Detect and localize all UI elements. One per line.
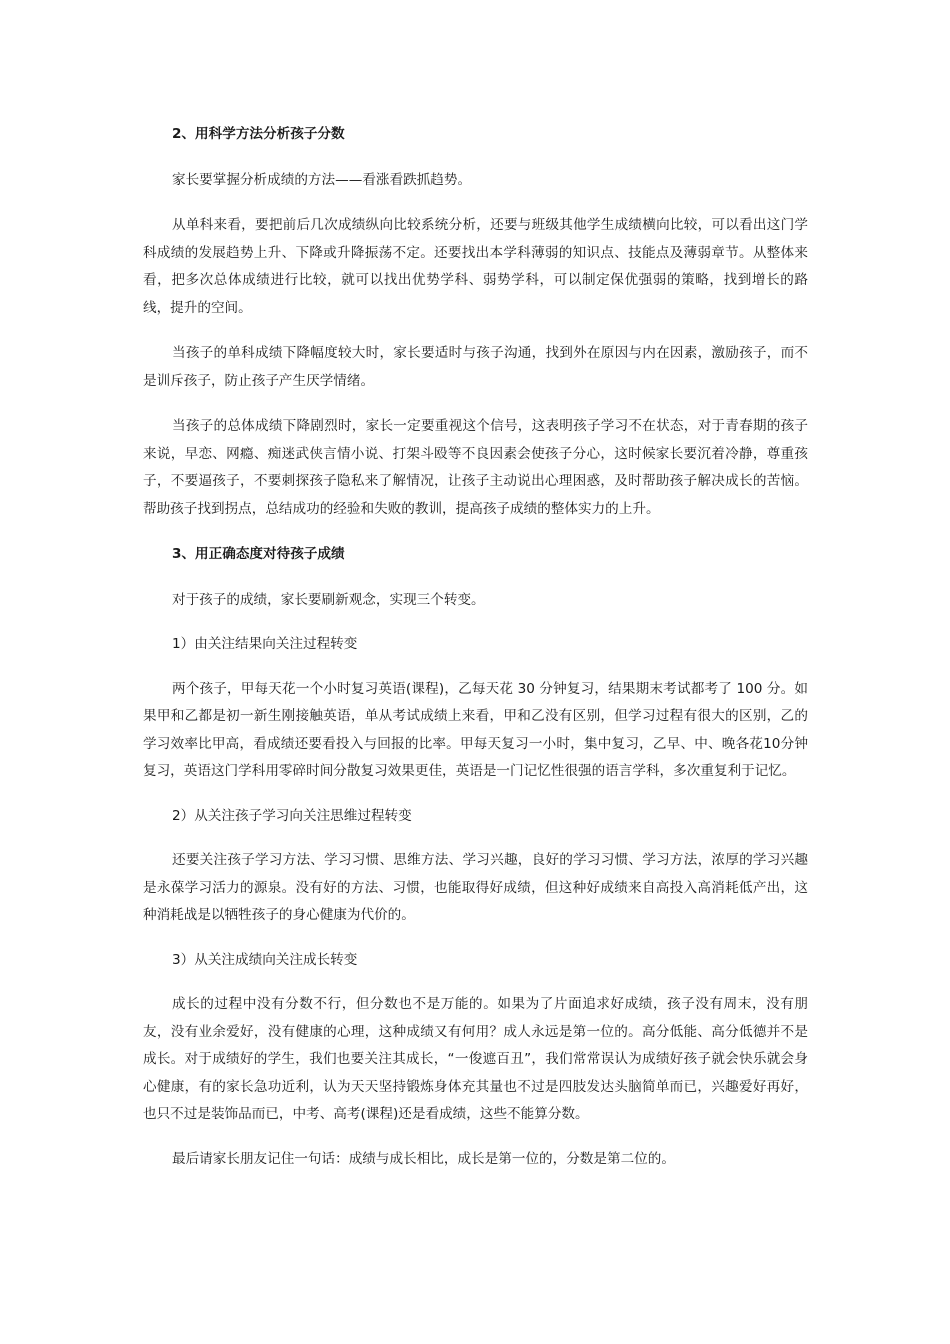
- paragraph: 当孩子的单科成绩下降幅度较大时，家长要适时与孩子沟通，找到外在原因与内在因素，激励孩子，而不是训斥孩子，防止孩子产生厌学情绪。: [143, 345, 808, 389]
- spacer: [143, 614, 808, 631]
- spacer: [143, 322, 808, 340]
- spacer: [143, 194, 808, 212]
- spacer: [143, 830, 808, 847]
- paragraph: 当孩子的总体成绩下降剧烈时，家长一定要重视这个信号，这表明孩子学习不在状态，对于青春期的孩子来说，早恋、网瘾、痴迷武侠言情小说、打架斗殴等不良因素会使孩子分心，这时候家长要沉着冷静，尊重孩子，不要逼孩子，不要刺探孩子隐私来了解情况，让孩子主动说出心理困惑，及时帮助孩子解决成长的苦恼。帮助孩子找到拐点，总结成功的经验和失败的教训，提高孩子成绩的整体实力的上升。: [143, 418, 808, 517]
- document-body: [143, 121, 808, 1173]
- spacer: [143, 569, 808, 587]
- paragraph: 还要关注孩子学习方法、学习习惯、思维方法、学习兴趣，良好的学习习惯、学习方法，浓厚的学习兴趣是永葆学习活力的源泉。没有好的方法、习惯，也能取得好成绩，但这种好成绩来自高投入高消耗低产出，这种消耗战是以牺牲孩子的身心健康为代价的。: [143, 852, 808, 923]
- closing-paragraph: 最后请家长朋友记住一句话：成绩与成长相比，成长是第一位的，分数是第二位的。: [172, 1150, 675, 1167]
- spacer: [143, 523, 808, 541]
- spacer: [143, 786, 808, 803]
- spacer: [143, 1129, 808, 1146]
- paragraph: 两个孩子，甲每天花一个小时复习英语(课程)，乙每天花 30 分钟复习，结果期末考试都考了 100 分。如果甲和乙都是初一新生刚接触英语，单从考试成绩上来看，甲和乙没有区别，但学习过程有很大的区别，乙的学习效率比甲高，看成绩还要看投入与回报的比率。甲每天复习一小时，集中复习，乙早、中、晚各花10分钟复习，英语这门学科用零碎时间分散复习效果更佳，英语是一门记忆性很强的语言学科，多次重复利于记忆。: [143, 680, 808, 779]
- spacer: [143, 659, 808, 676]
- paragraph: 家长要掌握分析成绩的方法——看涨看跌抓趋势。: [172, 171, 472, 188]
- subheading: 3）从关注成绩向关注成长转变: [172, 951, 358, 968]
- spacer: [143, 149, 808, 167]
- paragraph: 成长的过程中没有分数不行，但分数也不是万能的。如果为了片面追求好成绩，孩子没有周末，没有朋友，没有业余爱好，没有健康的心理，这种成绩又有何用？成人永远是第一位的。高分低能、高分低德并不是成长。对于成绩好的学生，我们也要关注其成长，“一俊遮百丑”，我们常常误认为成绩好孩子就会快乐就会身心健康，有的家长急功近利，认为天天坚持锻炼身体充其量也不过是四肢发达头脑简单而已，兴趣爱好再好，也只不过是装饰品而已，中考、高考(课程)还是看成绩，这些不能算分数。: [143, 996, 808, 1122]
- paragraph: 从单科来看，要把前后几次成绩纵向比较系统分析，还要与班级其他学生成绩横向比较，可以看出这门学科成绩的发展趋势上升、下降或升降振荡不定。还要找出本学科薄弱的知识点、技能点及薄弱章节。从整体来看，把多次总体成绩进行比较，就可以找出优势学科、弱势学科，可以制定保优强弱的策略，找到增长的路线，提升的空间。: [143, 217, 808, 316]
- paragraph: 对于孩子的成绩，家长要刷新观念，实现三个转变。: [172, 591, 485, 608]
- spacer: [143, 930, 808, 947]
- section-heading: 2、用科学方法分析孩子分数: [172, 126, 345, 142]
- section-heading: 3、用正确态度对待孩子成绩: [172, 546, 345, 562]
- subheading: 1）由关注结果向关注过程转变: [172, 636, 358, 652]
- subheading: 2）从关注孩子学习向关注思维过程转变: [172, 807, 412, 824]
- spacer: [143, 974, 808, 991]
- spacer: [143, 395, 808, 413]
